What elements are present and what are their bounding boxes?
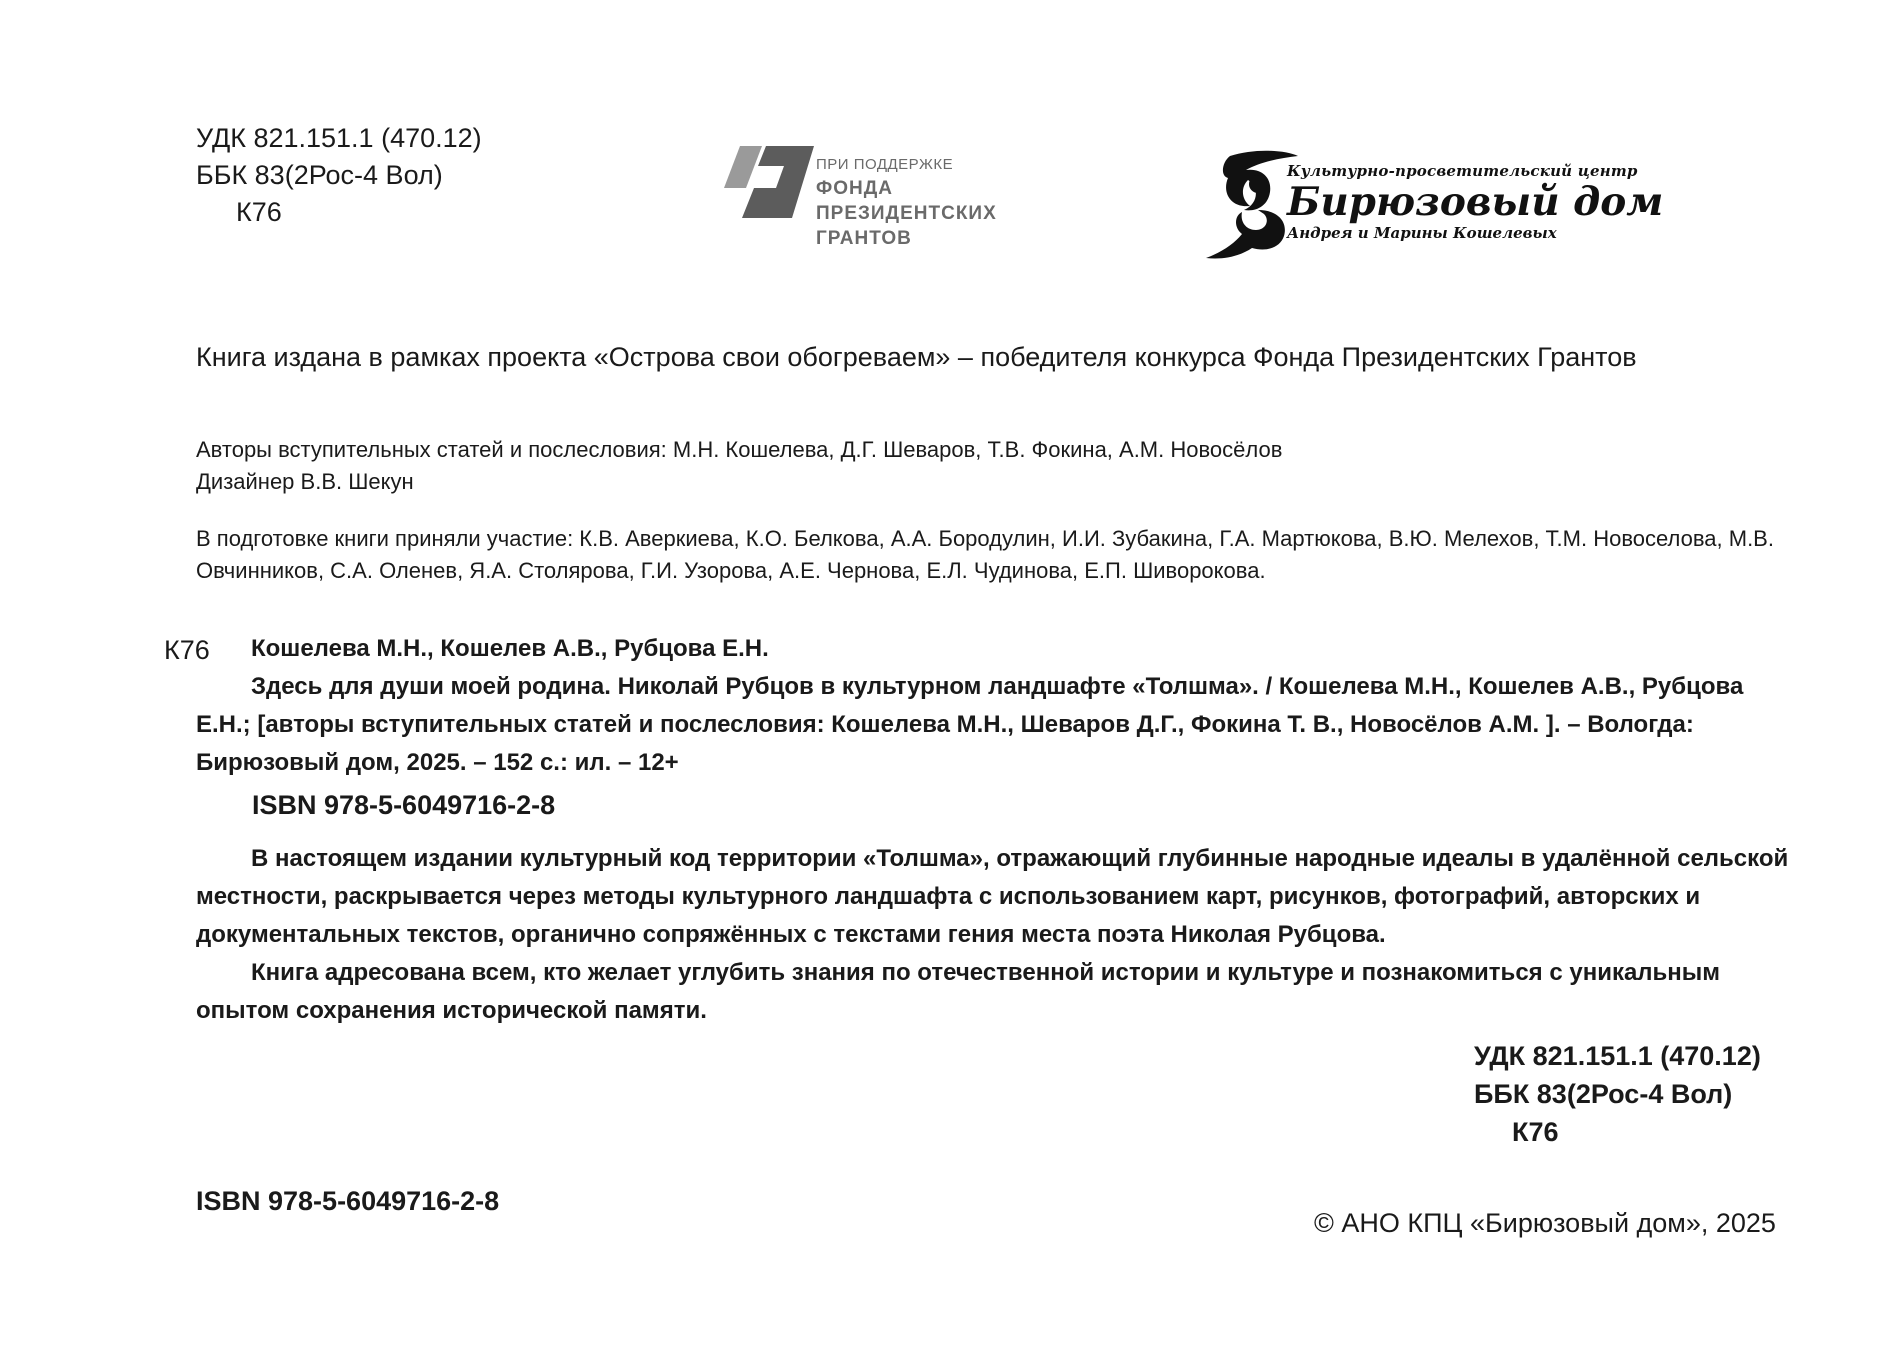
card-author-mark: К76 <box>164 635 210 665</box>
pgf-emblem-icon <box>718 142 818 222</box>
bbk-code-bottom: ББК 83(2Рос-4 Вол) <box>1474 1079 1733 1109</box>
author-mark-bottom: К76 <box>1512 1117 1559 1147</box>
classification-top <box>196 120 482 231</box>
copyright: © АНО КПЦ «Бирюзовый дом», 2025 <box>1314 1208 1776 1238</box>
card-description: Здесь для души моей родина. Николай Рубцов в культурном ландшафте «Толшма». / Кошелева М.Н., Кошелев А.В., Рубцова Е.Н.; [авторы вступительных статей и послесловия: Кошелева М.Н., Шеваров Д.Г., Фокина Т. В., Новосёлов А.М. ]. – Вологда: Бирюзовый дом, 2025. – 152 с.: ил. – 12+ <box>196 673 1744 776</box>
pgf-logo-line1: ПРИ ПОДДЕРЖКЕ <box>816 156 954 173</box>
author-mark: К76 <box>236 197 282 227</box>
classification-bottom <box>1474 1037 1761 1151</box>
bd-logo-subtitle: Культурно-просветительский центр <box>1287 162 1638 180</box>
credits <box>196 434 1282 498</box>
annotation-paragraph-2: Книга адресована всем, кто желает углубить знания по отечественной истории и культуре и познакомиться с уникальным опытом сохранения исторической памяти. <box>196 959 1721 1024</box>
udk-code-bottom: УДК 821.151.1 (470.12) <box>1474 1041 1761 1071</box>
biryuzovy-dom-logo <box>1200 140 1670 260</box>
card-isbn: ISBN 978-5-6049716-2-8 <box>252 790 556 820</box>
designer: Дизайнер В.В. Шекун <box>196 469 414 494</box>
catalog-card <box>196 630 1796 782</box>
intro-authors: Авторы вступительных статей и послесловия: М.Н. Кошелева, Д.Г. Шеваров, Т.В. Фокина, А.М. Новосёлов <box>196 437 1283 462</box>
isbn-bottom: ISBN 978-5-6049716-2-8 <box>196 1186 500 1216</box>
pgf-logo-line4: ГРАНТОВ <box>816 228 912 249</box>
participants: В подготовке книги приняли участие: К.В. Аверкиева, К.О. Белкова, А.А. Бородулин, И.И. Зубакина, Г.А. Мартюкова, В.Ю. Мелехов, Т.М. Новоселова, М.В. Овчинников, С.А. Оленев, Я.А. Столярова, Г.И. Узорова, А.Е. Чернова, Е.Л. Чудинова, Е.П. Шиворокова. <box>196 526 1774 583</box>
presidential-grants-fund-logo <box>718 142 1038 254</box>
pgf-logo-line2: ФОНДА <box>816 178 893 199</box>
annotation <box>196 840 1796 1030</box>
project-statement: Книга издана в рамках проекта «Острова свои обогреваем» – победителя конкурса Фонда Президентских Грантов <box>196 342 1637 372</box>
pgf-logo-text <box>816 154 997 251</box>
udk-code: УДК 821.151.1 (470.12) <box>196 123 482 153</box>
bd-logo-text <box>1287 162 1663 242</box>
bd-logo-title: Бирюзовый дом <box>1287 179 1664 225</box>
annotation-paragraph-1: В настоящем издании культурный код территории «Толшма», отражающий глубинные народные идеалы в удалённой сельской местности, раскрывается через методы культурного ландшафта с использованием карт, рисунков, фотографий, авторских и документальных текстов, органично сопряжённых с текстами гения места поэта Николая Рубцова. <box>196 845 1789 948</box>
bbk-code: ББК 83(2Рос-4 Вол) <box>196 160 443 190</box>
bd-emblem-icon <box>1200 148 1300 260</box>
bd-logo-owners: Андрея и Марины Кошелевых <box>1287 224 1557 242</box>
pgf-logo-line3: ПРЕЗИДЕНТСКИХ <box>816 203 997 224</box>
card-authors: Кошелева М.Н., Кошелев А.В., Рубцова Е.Н. <box>251 635 769 662</box>
